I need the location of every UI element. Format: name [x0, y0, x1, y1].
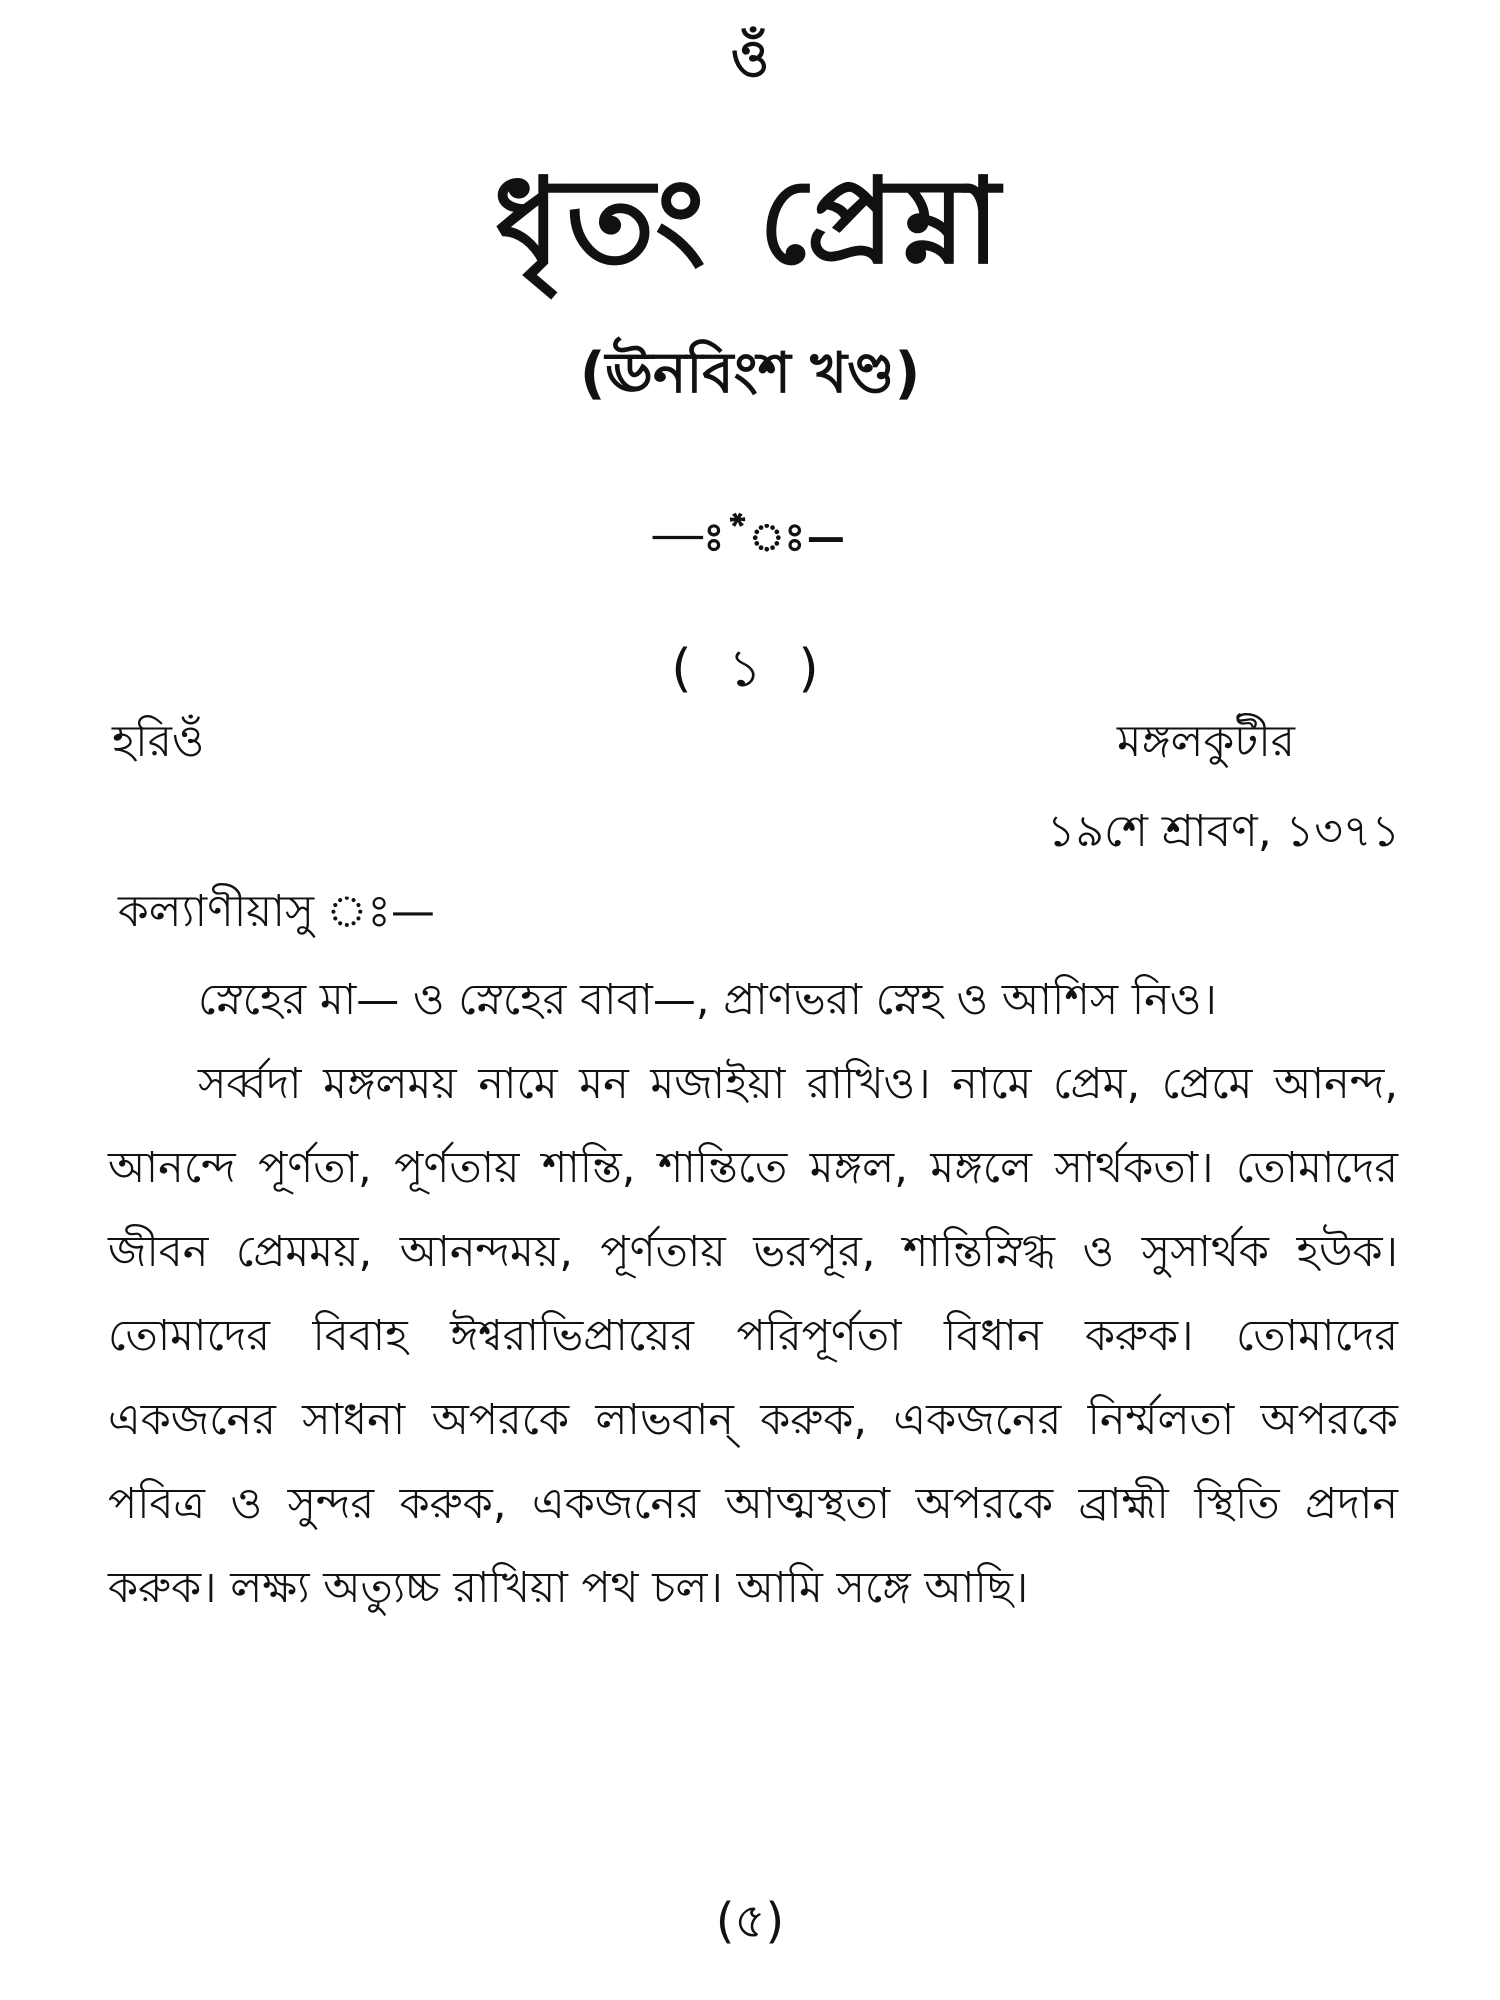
volume-subtitle: (ঊনবিংশ খণ্ড) — [579, 341, 921, 406]
body-paragraph: সর্ব্বদা মঙ্গলময় নামে মন মজাইয়া রাখিও। নামে প্রেম, প্রেমে আনন্দ, আনন্দে পূর্ণতা, পূর্ণতায় শান্তি, শান্তিতে মঙ্গল, মঙ্গলে সার্থকতা। তোমাদের জীবন প্রেমময়, আনন্দময়, পূর্ণতায় ভরপূর, শান্তিস্নিগ্ধ ও সুসার্থক হউক। তোমাদের বিবাহ ঈশ্বরাভিপ্রায়ের পরিপূর্ণতা বিধান করুক। তোমাদের একজনের সাধনা অপরকে লাভবান্ করুক, একজনের নির্ম্মলতা অপরকে পবিত্র ও সুন্দর করুক, একজনের আত্মস্থতা অপরকে ব্রাহ্মী স্থিতি প্রদান করুক। লক্ষ্য অত্যুচ্চ রাখিয়া পথ চল। আমি সঙ্গে আছি। — [108, 1059, 1398, 1613]
letter-date: ১৯শে শ্রাবণ, ১৩৭১ — [1046, 806, 1400, 857]
page-number: (৫) — [715, 1893, 785, 1949]
salutation: কল্যাণীয়াসু ঃ— — [118, 886, 435, 937]
letter-number: ( ১ ) — [671, 639, 829, 699]
body-paragraph: স্নেহের মা— ও স্নেহের বাবা—, প্রাণভরা স্নেহ ও আশিস নিও। — [198, 975, 1217, 1025]
greeting-harion: হরিওঁ — [112, 716, 205, 767]
section-divider: —ঃ*ঃ— — [653, 515, 847, 559]
letter-body — [108, 958, 1398, 1630]
page-title: ধৃতং প্রেম্না — [494, 152, 1006, 290]
letter-place: মঙ্গলকুটীর — [1117, 716, 1295, 767]
om-symbol: ওঁ — [730, 29, 770, 89]
